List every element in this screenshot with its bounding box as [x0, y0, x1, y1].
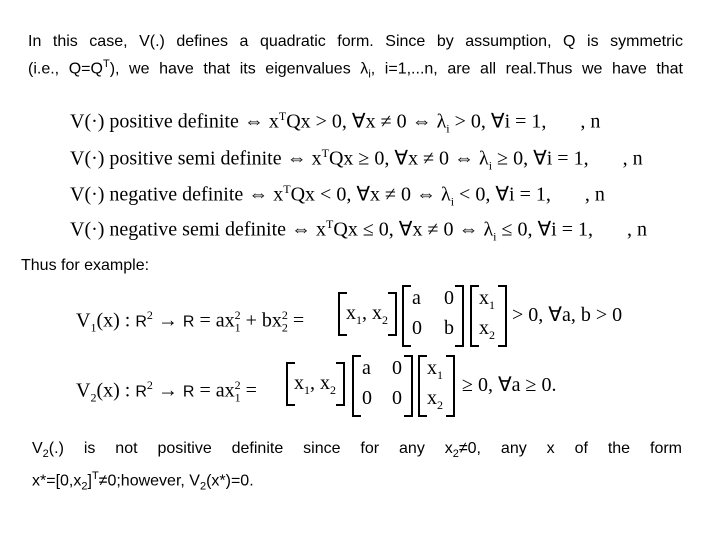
- example-1-result: > 0, ∀a, b > 0: [512, 304, 623, 326]
- example-1-equation: $V_1(x)$ : $R^2 \to R = ax_1^2 + bx_2^2$ =: [76, 308, 305, 335]
- intro-line-1: In this case, V(.) defines a quadratic form. Since by assumption, Q is symmetric: [28, 33, 683, 50]
- intro-paragraph: [28, 31, 683, 86]
- intro-line-2: (i.e., $Q=Q^T$), we have that its eigenvalues $\lambda_i$, i=1,...n, are all real.Thus we have that: [28, 58, 684, 81]
- example-2-row-vector: $x_1$, $x_2$: [286, 362, 346, 406]
- example-2-result: ≥ 0, ∀a ≥ 0.: [462, 374, 557, 396]
- definition-row: V(·) positive semi definite ⇔ $x^TQx \ge 0$, ∀x ≠ 0 ⇔ $\lambda_i \ge 0$, ∀i = 1, , n: [70, 146, 643, 173]
- conclusion-paragraph: [32, 438, 682, 498]
- definition-row: V(·) negative semi definite ⇔ $x^TQx \le 0$, ∀x ≠ 0 ⇔ $\lambda_i \le 0$, ∀i = 1, , n: [70, 217, 647, 244]
- example-1-row-vector: $x_1$, $x_2$: [338, 292, 398, 336]
- conclusion-line-1: $V_2(.)$ is not positive definite since for any $x_2\ne 0$, any x of the form: [32, 440, 683, 461]
- example-1-column-vector: $x_1$ $x_2$: [470, 285, 506, 345]
- example-2-column-vector: $x_1$ $x_2$: [418, 355, 454, 415]
- example-2-equation: $V_2(x)$ : $R^2 \to R = ax_1^2$ =: [76, 378, 257, 405]
- definition-row: V(·) positive definite ⇔ $x^TQx > 0$, ∀x ≠ 0 ⇔ $\lambda_i > 0$, ∀i = 1, , n: [70, 109, 601, 136]
- conclusion-line-2: $x*=[0,x_2]^T\ne 0;however$, $V_2(x*)=0$.: [32, 470, 254, 493]
- example-1-matrix: a 0 0 b: [402, 285, 466, 345]
- definition-row: V(·) negative definite ⇔ $x^TQx < 0$, ∀x ≠ 0 ⇔ $\lambda_i < 0$, ∀i = 1, , n: [70, 182, 605, 209]
- example-heading: Thus for example:: [21, 257, 150, 274]
- example-2-matrix: a 0 0 0: [352, 355, 414, 415]
